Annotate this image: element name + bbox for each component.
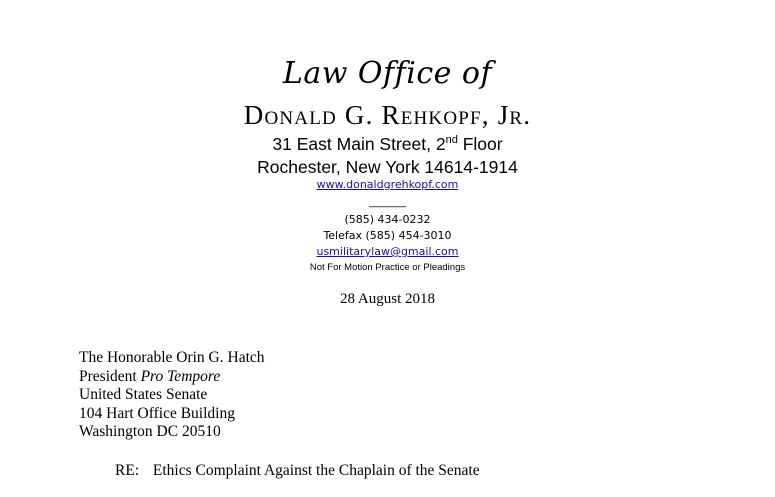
header-divider: ______ xyxy=(369,196,406,208)
email-link[interactable]: usmilitarylaw@gmail.com xyxy=(316,245,459,258)
practice-note: Not For Motion Practice or Pleadings xyxy=(309,262,466,273)
street-address xyxy=(0,134,775,155)
letter-date: 28 August 2018 xyxy=(339,291,435,307)
addressee-line-3: United States Senate xyxy=(79,386,208,404)
subject-text: Ethics Complaint Against the Chaplain of the Senate xyxy=(152,462,480,479)
attorney-name: Donald G. Rehkopf, Jr. xyxy=(243,100,532,130)
addressee-block xyxy=(79,349,265,442)
addressee-title: President xyxy=(79,367,141,385)
addressee-line-1: The Honorable Orin G. Hatch xyxy=(79,349,265,366)
street-address-prefix: 31 East Main Street, 2 xyxy=(272,134,446,154)
floor-ordinal-superscript: nd xyxy=(445,134,458,147)
street-address-suffix: Floor xyxy=(457,134,503,154)
addressee-title-italic: Pro Tempore xyxy=(140,367,221,385)
phone-number: (585) 434-0232 xyxy=(344,213,431,226)
website-link[interactable]: www.donaldgrehkopf.com xyxy=(316,178,459,191)
fax-number: Telefax (585) 454-3010 xyxy=(323,229,452,242)
subject-label: RE: xyxy=(115,462,140,479)
subject-line xyxy=(115,462,480,480)
addressee-line-5: Washington DC 20510 xyxy=(79,423,221,441)
addressee-line-2 xyxy=(79,368,265,387)
office-script-title: Law Office of xyxy=(282,56,493,91)
city-state-zip: Rochester, New York 14614-1914 xyxy=(257,157,518,177)
addressee-line-4: 104 Hart Office Building xyxy=(79,404,235,422)
